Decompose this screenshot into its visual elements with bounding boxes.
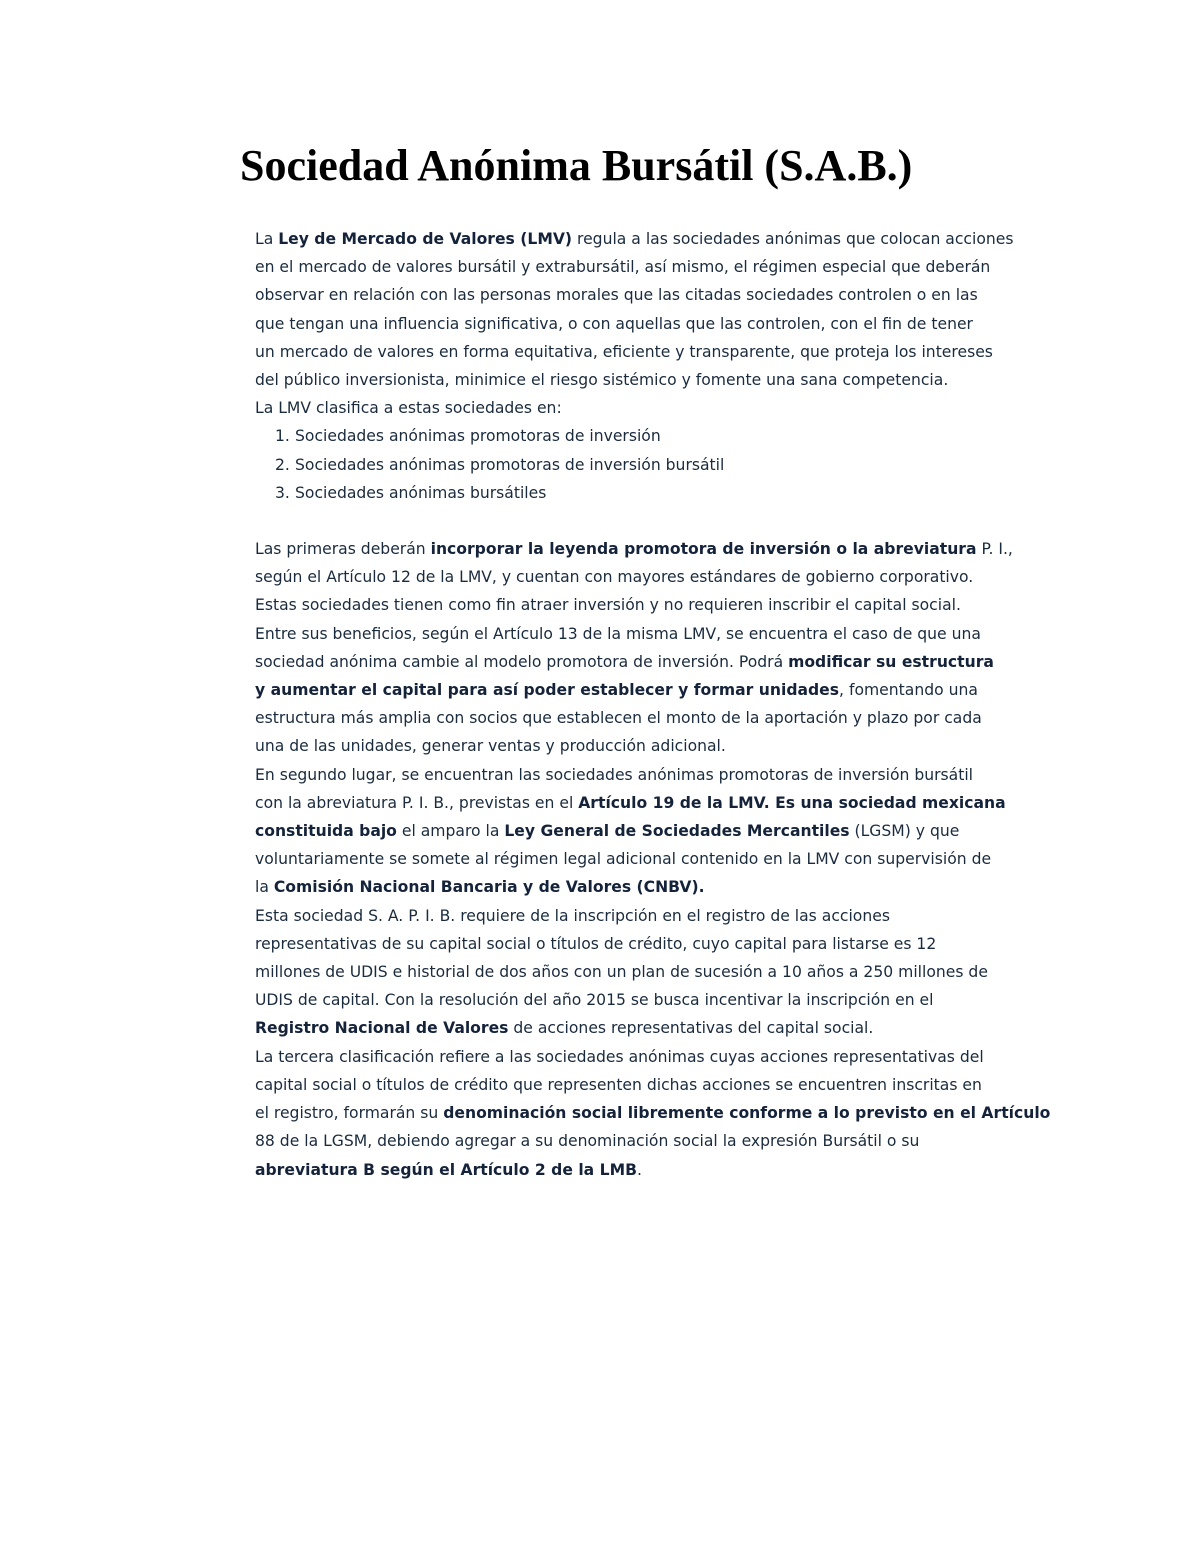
text-line — [255, 225, 1035, 253]
text-line: que tengan una influencia significativa, o con aquellas que las controlen, con el fin de tener — [255, 314, 973, 333]
list-item-number: 3. — [275, 483, 290, 502]
text-run: La — [255, 230, 279, 248]
list-item-text: Sociedades anónimas bursátiles — [295, 483, 547, 502]
text-run: . — [636, 1160, 642, 1179]
list-item — [275, 451, 1035, 479]
text-line: un mercado de valores en forma equitativa, eficiente y transparente, que proteja los intereses — [255, 342, 993, 361]
text-line — [255, 1099, 1051, 1127]
list-item-number: 2. — [275, 455, 290, 474]
text-run: , fomentando una — [839, 681, 978, 700]
text-run: el registro, formarán su — [255, 1104, 444, 1123]
bold-run: Comisión Nacional Bancaria y de Valores (CNBV). — [273, 878, 705, 897]
list-item — [275, 479, 1035, 507]
text-line: 88 de la LGSM, debiendo agregar a su denominación social la expresión Bursátil o su — [255, 1132, 920, 1151]
third-type-paragraph — [255, 1043, 1051, 1184]
bold-run: Registro Nacional de Valores — [255, 1019, 509, 1038]
text-line: En segundo lugar, se encuentran las sociedades anónimas promotoras de inversión bursátil — [255, 765, 973, 784]
bold-run: según el Artículo 2 de la LMB — [380, 1160, 637, 1179]
text-run: sociedad anónima cambie al modelo promotora de inversión. Podrá — [255, 652, 789, 671]
text-run: (LGSM) y que — [849, 822, 960, 841]
text-run: de acciones representativas del capital social. — [508, 1019, 874, 1038]
text-line: Esta sociedad S. A. P. I. B. requiere de la inscripción en el registro de las acciones — [255, 906, 890, 925]
list-item-number: 1. — [275, 427, 290, 446]
intro-paragraph — [255, 225, 1035, 422]
document-body — [255, 225, 1051, 1184]
text-line — [255, 676, 1035, 704]
text-line: UDIS de capital. Con la resolución del año 2015 se busca incentivar la inscripción en el — [255, 991, 934, 1010]
bold-run: constituida bajo — [255, 822, 397, 841]
list-item-text: Sociedades anónimas promotoras de inversión bursátil — [295, 455, 725, 474]
list-item — [275, 422, 1035, 450]
text-line: La LMV clasifica a estas sociedades en: — [255, 399, 562, 418]
text-line: Estas sociedades tienen como fin atraer inversión y no requieren inscribir el capital social. — [255, 596, 961, 615]
bold-run: Ley General de Sociedades Mercantiles — [504, 822, 850, 841]
second-type-paragraph — [255, 761, 1035, 902]
text-line — [255, 535, 1035, 563]
sapib-paragraph — [255, 902, 1035, 1043]
text-line — [255, 789, 1035, 817]
bold-run: abreviatura B — [255, 1160, 381, 1179]
text-line: representativas de su capital social o títulos de crédito, cuyo capital para listarse es 12 — [255, 934, 937, 953]
text-run: el amparo la — [396, 822, 505, 841]
text-line: Entre sus beneficios, según el Artículo 13 de la misma LMV, se encuentra el caso de que una — [255, 624, 981, 643]
text-line: millones de UDIS e historial de dos años con un plan de sucesión a 10 años a 250 millones de — [255, 963, 988, 982]
text-line — [255, 1014, 1035, 1042]
bold-run: denominación social libremente conforme a lo previsto en el Artículo — [443, 1104, 1051, 1123]
page-title: Sociedad Anónima Bursátil (S.A.B.) — [240, 141, 913, 190]
first-type-paragraph — [255, 535, 1035, 761]
text-line: del público inversionista, minimice el riesgo sistémico y fomente una sana competencia. — [255, 371, 949, 390]
text-line: una de las unidades, generar ventas y producción adicional. — [255, 737, 726, 756]
text-line: estructura más amplia con socios que establecen el monto de la aportación y plazo por cada — [255, 709, 982, 728]
text-run: P. I., — [976, 540, 1013, 559]
text-run: Las primeras deberán — [255, 540, 431, 559]
text-line: observar en relación con las personas morales que las citadas sociedades controlen o en las — [255, 286, 978, 305]
bold-run: modificar su estructura — [788, 652, 994, 671]
bold-run: incorporar la leyenda promotora de inversión o la abreviatura — [430, 540, 977, 559]
text-line: en el mercado de valores bursátil y extrabursátil, así mismo, el régimen especial que deberán — [255, 258, 991, 277]
bold-run: Artículo 19 de la LMV. Es una sociedad mexicana — [578, 793, 1006, 812]
text-run: la — [255, 878, 274, 897]
bold-run: Ley de Mercado de Valores (LMV) — [278, 230, 573, 248]
text-line — [255, 648, 1035, 676]
list-item-text: Sociedades anónimas promotoras de inversión — [295, 427, 661, 446]
text-line: según el Artículo 12 de la LMV, y cuentan con mayores estándares de gobierno corporativo. — [255, 568, 974, 587]
bold-run: y aumentar el capital para así poder establecer y formar unidades — [255, 681, 840, 700]
spacer — [255, 507, 1035, 535]
text-run: regula a las sociedades anónimas que colocan acciones — [572, 230, 1014, 248]
text-run: con la abreviatura P. I. B., previstas en el — [255, 793, 579, 812]
text-line: voluntariamente se somete al régimen legal adicional contenido en la LMV con supervisión de — [255, 850, 992, 869]
text-line — [255, 1156, 1035, 1184]
text-line: La tercera clasificación refiere a las sociedades anónimas cuyas acciones representativas del — [255, 1047, 984, 1066]
classification-list — [255, 422, 1035, 507]
text-line: capital social o títulos de crédito que representen dichas acciones se encuentren inscritas en — [255, 1075, 982, 1094]
text-line — [255, 873, 1035, 901]
text-line — [255, 817, 1035, 845]
